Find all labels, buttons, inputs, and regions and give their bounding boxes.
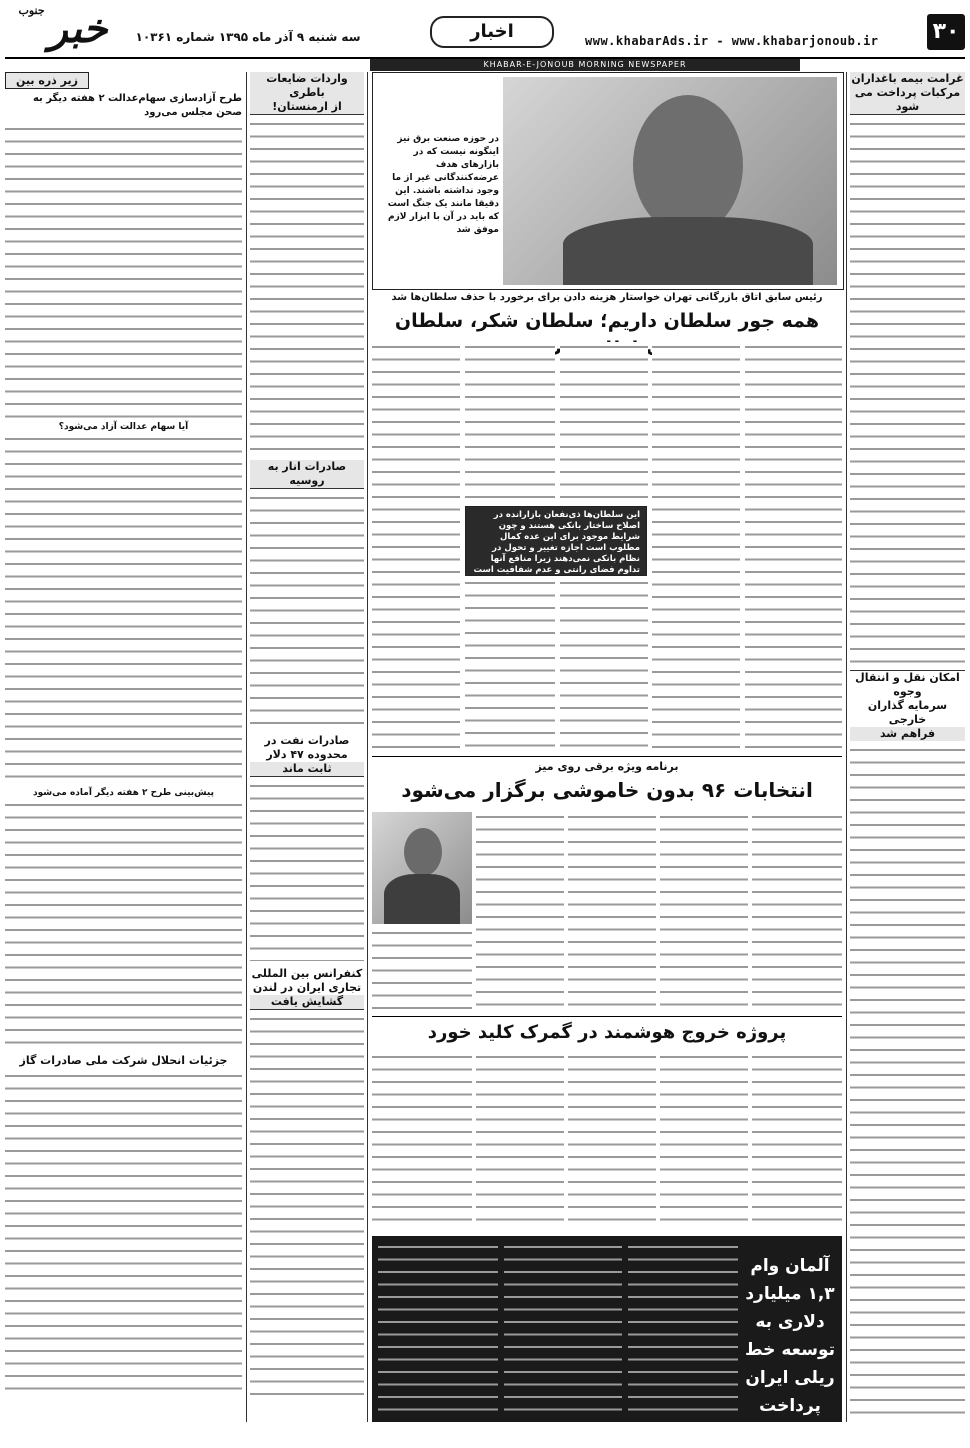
customs-body-col-3 — [568, 1052, 656, 1230]
elections-headline[interactable]: انتخابات ۹۶ بدون خاموشی برگزار می‌شود — [401, 778, 813, 802]
customs-body-col-2 — [660, 1052, 748, 1230]
elections-kicker: برنامه ویژه برقی روی میز — [535, 760, 679, 773]
right-article2-body — [850, 745, 965, 1415]
left-article-title[interactable]: طرح آزادسازی سهام‌عدالت ۲ هفته دیگر به صحن مجلس می‌رود — [32, 93, 242, 118]
lead-pull-quote-text: این سلطان‌ها ذی‌نفعان بازارانده در اصلاح ساختار بانکی هستند و چون شرایط موجود برای این عده کمال مطلوب است اجازه تغییر و تحول در نظام بانکی نمی‌دهند زیرا منافع آنها تداوم فضای رانتی و عدم شفافیت است — [473, 510, 640, 575]
middle-column — [250, 72, 364, 1422]
elections-photo-body-shape — [384, 874, 460, 924]
left-article-body-3 — [5, 800, 242, 1050]
logo-sub: جنوب — [18, 4, 45, 17]
column-divider-mid — [367, 72, 368, 1422]
right-column — [850, 72, 965, 1422]
elections-body-col-2 — [660, 812, 748, 1012]
issue-line: سه شنبه ۹ آذر ماه ۱۳۹۵ شماره ۱۰۳۶۱ — [135, 30, 361, 44]
battery-imports-title-2: از ارمنستان! — [250, 100, 364, 115]
elections-photo — [372, 812, 472, 924]
customs-body-col-1 — [752, 1052, 842, 1230]
london-conference-title-3: گشایش یافت — [250, 995, 364, 1010]
germany-loan-box — [372, 1236, 842, 1444]
customs-headline[interactable]: پروژه خروج هوشمند در گمرک کلید خورد — [427, 1022, 787, 1043]
germany-loan-body-2 — [504, 1242, 622, 1416]
oil-exports-title-1: صادرات نفت در — [264, 734, 350, 747]
left-article-body-4 — [5, 1071, 242, 1396]
rubric-row — [5, 72, 242, 89]
elections-body-col-3 — [568, 812, 656, 1012]
london-conference-body — [250, 1014, 364, 1404]
left-article-body-1 — [5, 124, 242, 420]
right-article-body — [850, 119, 965, 664]
lead-caption: رئیس سابق اتاق بازرگانی تهران خواستار هزینه دادن برای برخورد با حذف سلطان‌ها شد — [391, 292, 823, 303]
elections-rule — [372, 756, 842, 757]
oil-exports-title-2: محدوده ۴۷ دلار — [266, 748, 348, 761]
column-divider-left — [246, 72, 247, 1422]
rubric-label: زیر ذره بین — [5, 72, 89, 89]
elections-body-col-4 — [476, 812, 564, 1012]
site-urls[interactable]: www.khabarAds.ir - www.khabarjonoub.ir — [585, 34, 879, 48]
newspaper-logo — [8, 4, 118, 52]
page-number: ۳۰ — [927, 14, 965, 50]
germany-loan-body-3 — [378, 1242, 498, 1416]
column-divider — [846, 72, 847, 1422]
right-article-title-2: مرکبات پرداخت می شود — [850, 86, 965, 115]
lead-body-col-4b — [465, 578, 555, 752]
right-article2-title-2: سرمایه گذاران خارجی — [867, 699, 948, 726]
pomegranate-exports-title: صادرات انار به روسیه — [250, 460, 364, 489]
germany-loan-body-1 — [628, 1242, 738, 1416]
lead-photo-frame — [372, 72, 844, 290]
right-article2-title-1: امکان نقل و انتقال وجوه — [850, 670, 965, 699]
logo-text: خبر — [48, 4, 108, 52]
london-conference-title-2: تجاری ایران در لندن — [252, 981, 362, 994]
lead-photo — [503, 77, 837, 285]
right-article-title-1: غرامت بیمه باغداران — [851, 72, 964, 85]
oil-exports-body — [250, 781, 364, 961]
lead-body-col-4 — [465, 342, 555, 504]
elections-body-col-5 — [372, 928, 472, 1012]
lead-body-col-3 — [560, 342, 648, 504]
lead-body-col-3b — [560, 578, 648, 752]
portrait-body-shape — [563, 217, 813, 285]
portrait-head-shape — [633, 95, 743, 235]
lead-photo-quote: در حوزه صنعت برق نیز اینگونه نیست که در بازارهای هدف عرضه‌کنندگانی غیر از ما وجود نداشته باشند. این دقیقا مانند یک جنگ است که باید در آن با ابزار لازم موفق شد — [387, 134, 499, 235]
masthead — [0, 0, 970, 60]
left-article-body-2 — [5, 434, 242, 786]
customs-rule — [372, 1016, 842, 1017]
left-subhead-3[interactable]: جزئیات انحلال شرکت ملی صادرات گاز — [19, 1054, 228, 1067]
battery-imports-body — [250, 119, 364, 454]
left-subhead-1: آیا سهام عدالت آزاد می‌شود؟ — [58, 422, 189, 432]
masthead-strip: KHABAR-E-JONOUB MORNING NEWSPAPER — [370, 59, 800, 71]
right-article2-title-3: فراهم شد — [850, 727, 965, 741]
customs-body-col-4 — [476, 1052, 564, 1230]
lead-body-col-2 — [652, 342, 740, 752]
elections-photo-head-shape — [404, 828, 442, 876]
lead-headline[interactable]: همه جور سلطان داریم؛ سلطان شکر، سلطان — [394, 310, 820, 332]
customs-body-col-5 — [372, 1052, 472, 1230]
lead-body-col-5 — [372, 342, 460, 752]
london-conference-title-1: کنفرانس بین المللی — [251, 967, 363, 980]
lead-pull-quote — [465, 506, 647, 576]
germany-loan-headline[interactable]: آلمان وام ۱,۳ میلیارد دلاری به توسعه خط ریلی ایران پرداخت می‌کند — [744, 1256, 836, 1444]
left-column — [5, 72, 242, 1422]
section-title: اخبار — [430, 16, 554, 48]
lead-body-col-1 — [745, 342, 842, 752]
oil-exports-title-3: ثابت ماند — [250, 762, 364, 777]
elections-body-col-1 — [752, 812, 842, 1012]
battery-imports-title-1: واردات ضایعات باطری — [250, 72, 364, 100]
header-rule — [5, 57, 965, 59]
left-subhead-2: پیش‌بینی طرح ۲ هفته دیگر آماده می‌شود — [33, 788, 214, 798]
pomegranate-exports-body — [250, 493, 364, 728]
